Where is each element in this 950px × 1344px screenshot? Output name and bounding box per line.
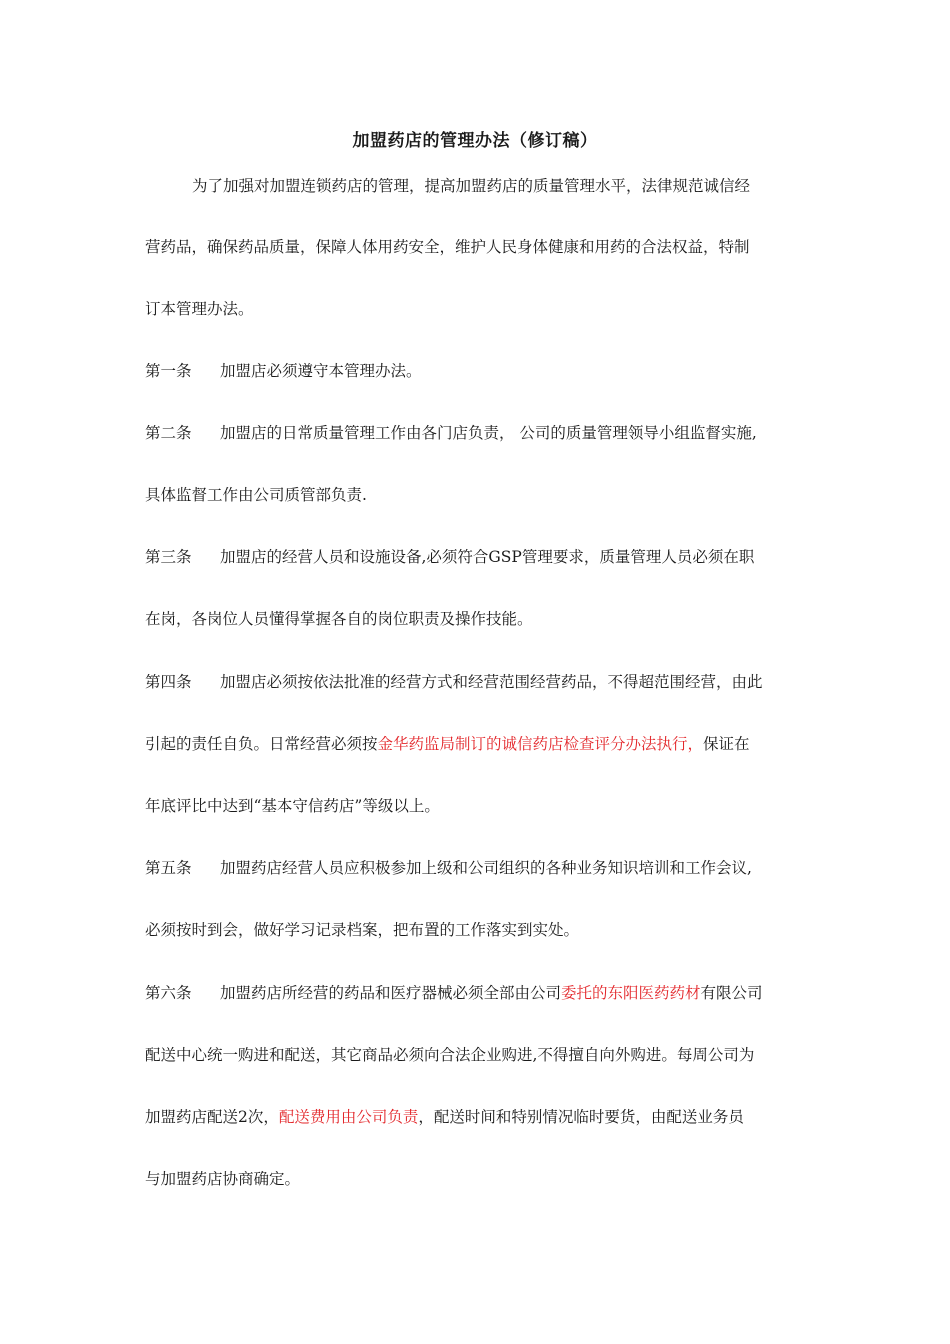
article-6-text-3 [145, 1107, 744, 1127]
preamble-line-1: 为了加强对加盟连锁药店的管理，提高加盟药店的质量管理水平，法律规范诚信经 [192, 177, 751, 195]
article-4-highlight: 金华药监局制订的诚信药店检查评分办法执行， [377, 735, 704, 753]
article-4-label: 第四条 [145, 673, 192, 691]
article-4-text-2-post: 保证在 [703, 735, 750, 753]
article-6-text-3-pre: 加盟药店配送2次， [145, 1108, 279, 1126]
article-4-text-2-pre: 引起的责任自负。日常经营必须按 [145, 735, 378, 753]
article-6 [145, 983, 763, 1003]
article-5-text-1: 加盟药店经营人员应积极参加上级和公司组织的各种业务知识培训和工作会议, [220, 859, 752, 877]
article-6-text-1-post: 有限公司 [700, 984, 763, 1002]
article-6-text-2: 配送中心统一购进和配送，其它商品必须向合法企业购进,不得擅自向外购进。每周公司为 [145, 1046, 755, 1064]
document-title: 加盟药店的管理办法（修订稿） [352, 131, 598, 151]
article-2 [145, 423, 757, 443]
article-2-text-1: 加盟店的日常质量管理工作由各门店负责， 公司的质量管理领导小组监督实施, [220, 424, 757, 442]
preamble-line-2: 营药品，确保药品质量，保障人体用药安全，维护人民身体健康和用药的合法权益，特制 [145, 238, 750, 256]
article-1-text: 加盟店必须遵守本管理办法。 [220, 362, 422, 380]
article-1 [145, 361, 422, 381]
article-2-text-2: 具体监督工作由公司质管部负责. [145, 486, 367, 504]
article-6-text-1-pre: 加盟药店所经营的药品和医疗器械必须全部由公司 [220, 984, 562, 1002]
article-4-text-3: 年底评比中达到“基本守信药店”等级以上。 [145, 797, 440, 815]
preamble-line-3: 订本管理办法。 [145, 300, 254, 318]
article-3-text-1: 加盟店的经营人员和设施设备,必须符合GSP管理要求，质量管理人员必须在职 [220, 548, 755, 566]
article-6-label: 第六条 [145, 984, 192, 1002]
article-3-text-2: 在岗，各岗位人员懂得掌握各自的岗位职责及操作技能。 [145, 610, 533, 628]
article-2-label: 第二条 [145, 424, 192, 442]
article-6-highlight-1: 委托的东阳医药药材 [561, 984, 701, 1002]
article-4-text-2 [145, 734, 750, 754]
article-6-text-3-post: ，配送时间和特别情况临时要货，由配送业务员 [418, 1108, 744, 1126]
article-3 [145, 547, 754, 567]
article-5-label: 第五条 [145, 859, 192, 877]
article-3-label: 第三条 [145, 548, 192, 566]
article-4 [145, 672, 763, 692]
article-6-highlight-2: 配送费用由公司负责 [278, 1108, 419, 1126]
article-5-text-2: 必须按时到会，做好学习记录档案，把布置的工作落实到实处。 [145, 921, 580, 939]
article-6-text-4: 与加盟药店协商确定。 [145, 1170, 301, 1188]
article-5 [145, 858, 752, 878]
article-1-label: 第一条 [145, 362, 192, 380]
article-4-text-1: 加盟店必须按依法批准的经营方式和经营范围经营药品，不得超范围经营，由此 [220, 673, 763, 691]
